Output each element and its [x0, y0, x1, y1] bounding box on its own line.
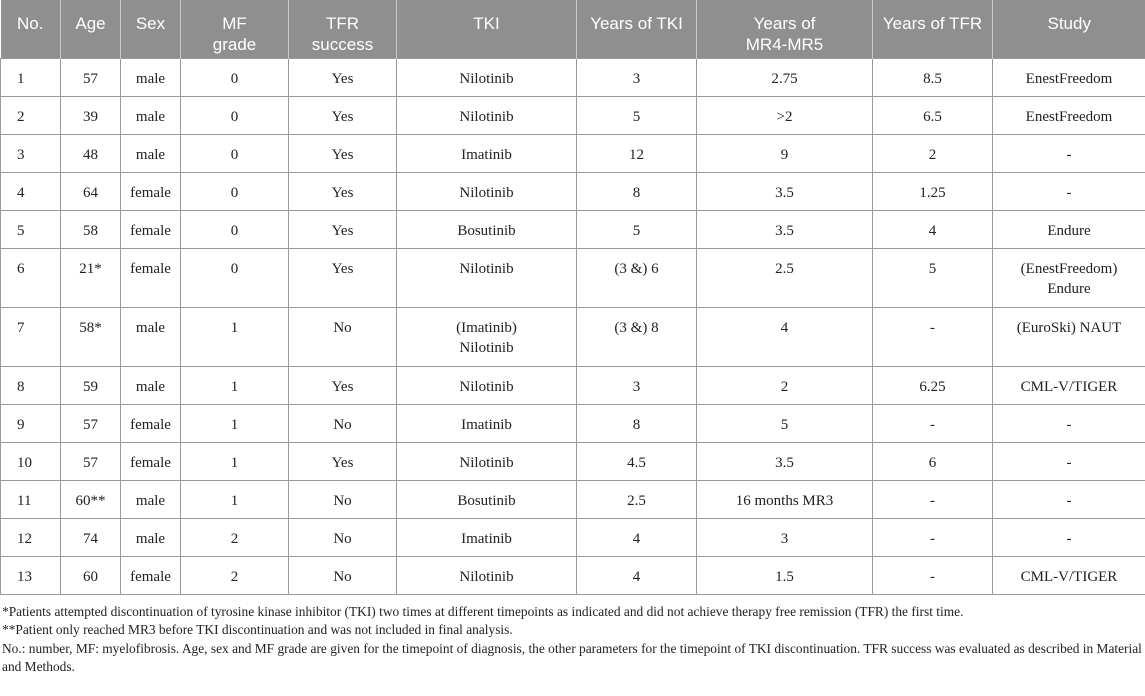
cell-study: -	[993, 442, 1145, 480]
cell-years-of-mr4-mr5: 16 months MR3	[697, 480, 873, 518]
header-study: Study	[993, 0, 1145, 58]
cell-years-of-tfr: -	[873, 404, 993, 442]
cell-mf-grade: 1	[181, 404, 289, 442]
cell-no: 1	[1, 58, 61, 96]
cell-years-of-tfr: 6.25	[873, 366, 993, 404]
cell-years-of-mr4-mr5: 3.5	[697, 172, 873, 210]
cell-years-of-tki: 3	[577, 366, 697, 404]
cell-age: 59	[61, 366, 121, 404]
cell-sex: female	[121, 404, 181, 442]
cell-no: 3	[1, 134, 61, 172]
cell-tfr-success: Yes	[289, 442, 397, 480]
header-years-of-tfr: Years of TFR	[873, 0, 993, 58]
cell-years-of-tki: 5	[577, 96, 697, 134]
cell-no: 13	[1, 556, 61, 594]
table-row	[1, 556, 1145, 594]
cell-mf-grade: 1	[181, 366, 289, 404]
cell-study: Endure	[993, 210, 1145, 248]
cell-age: 58	[61, 210, 121, 248]
cell-tfr-success: Yes	[289, 248, 397, 307]
cell-years-of-mr4-mr5: 3	[697, 518, 873, 556]
cell-study: -	[993, 134, 1145, 172]
cell-years-of-mr4-mr5: 3.5	[697, 210, 873, 248]
cell-no: 7	[1, 307, 61, 366]
cell-years-of-tfr: 1.25	[873, 172, 993, 210]
cell-tki: Imatinib	[397, 518, 577, 556]
header-tfr-success-line: TFR	[325, 14, 360, 33]
header-years-of-mr4-mr5-line: MR4-MR5	[745, 35, 824, 54]
cell-years-of-tfr: -	[873, 307, 993, 366]
cell-years-of-mr4-mr5: >2	[697, 96, 873, 134]
cell-no: 5	[1, 210, 61, 248]
cell-sex: female	[121, 172, 181, 210]
table-body	[1, 58, 1145, 594]
cell-years-of-tki: 3	[577, 58, 697, 96]
cell-tki: Nilotinib	[397, 442, 577, 480]
cell-years-of-mr4-mr5: 2.5	[697, 248, 873, 307]
cell-no: 6	[1, 248, 61, 307]
cell-years-of-mr4-mr5: 3.5	[697, 442, 873, 480]
cell-mf-grade: 1	[181, 442, 289, 480]
cell-no: 2	[1, 96, 61, 134]
cell-years-of-tfr: -	[873, 556, 993, 594]
cell-study: EnestFreedom	[993, 58, 1145, 96]
cell-mf-grade: 0	[181, 134, 289, 172]
cell-no: 4	[1, 172, 61, 210]
cell-years-of-tfr: 8.5	[873, 58, 993, 96]
cell-tfr-success: No	[289, 518, 397, 556]
cell-years-of-mr4-mr5: 2	[697, 366, 873, 404]
cell-years-of-tfr: -	[873, 480, 993, 518]
cell-tfr-success: No	[289, 404, 397, 442]
cell-mf-grade: 0	[181, 96, 289, 134]
cell-years-of-tki: 8	[577, 172, 697, 210]
cell-years-of-tfr: 5	[873, 248, 993, 307]
cell-tfr-success: Yes	[289, 96, 397, 134]
cell-tki: Nilotinib	[397, 96, 577, 134]
cell-years-of-mr4-mr5: 9	[697, 134, 873, 172]
cell-years-of-tki: 4	[577, 556, 697, 594]
cell-tfr-success: No	[289, 556, 397, 594]
cell-tfr-success: No	[289, 480, 397, 518]
cell-tki-line: Nilotinib	[459, 339, 514, 356]
header-no: No.	[1, 0, 61, 58]
footnote-single-asterisk: *Patients attempted discontinuation of tyrosine kinase inhibitor (TKI) two times at different timepoints as indicated and did not achieve therapy free remission (TFR) the first time.	[2, 603, 964, 619]
cell-study: -	[993, 404, 1145, 442]
cell-study: CML-V/TIGER	[993, 366, 1145, 404]
cell-age: 57	[61, 404, 121, 442]
cell-study: CML-V/TIGER	[993, 556, 1145, 594]
table-row	[1, 96, 1145, 134]
header-mf-grade-line: MF	[222, 14, 247, 33]
cell-tki: Bosutinib	[397, 480, 577, 518]
table-row	[1, 404, 1145, 442]
header-mf-grade	[181, 0, 289, 58]
cell-tki: Nilotinib	[397, 172, 577, 210]
cell-mf-grade: 0	[181, 210, 289, 248]
table-row	[1, 172, 1145, 210]
header-years-of-mr4-mr5	[697, 0, 873, 58]
footnote-double-asterisk: **Patient only reached MR3 before TKI discontinuation and was not included in final analysis.	[2, 622, 513, 637]
cell-no: 9	[1, 404, 61, 442]
cell-age: 39	[61, 96, 121, 134]
cell-study-line: (EnestFreedom)	[1020, 260, 1118, 277]
table-row	[1, 134, 1145, 172]
cell-mf-grade: 0	[181, 172, 289, 210]
cell-mf-grade: 2	[181, 518, 289, 556]
cell-age: 48	[61, 134, 121, 172]
cell-sex: male	[121, 58, 181, 96]
cell-no: 11	[1, 480, 61, 518]
cell-sex: male	[121, 307, 181, 366]
cell-age: 60**	[61, 480, 121, 518]
footnote-abbreviations: No.: number, MF: myelofibrosis. Age, sex and MF grade are given for the timepoint of diagnosis, the other parameters for the timepoint of TKI discontinuation. TFR success was evaluated as described in Material and Methods.	[2, 640, 1142, 674]
header-years-of-tki: Years of TKI	[577, 0, 697, 58]
header-age: Age	[61, 0, 121, 58]
table-row	[1, 58, 1145, 96]
table-row	[1, 518, 1145, 556]
cell-tki: Nilotinib	[397, 58, 577, 96]
cell-years-of-tki: (3 &) 6	[577, 248, 697, 307]
header-tfr-success-line: success	[311, 35, 374, 54]
cell-years-of-mr4-mr5: 4	[697, 307, 873, 366]
cell-years-of-tki: 4	[577, 518, 697, 556]
cell-age: 57	[61, 442, 121, 480]
table-row	[1, 366, 1145, 404]
table-row	[1, 210, 1145, 248]
cell-years-of-mr4-mr5: 5	[697, 404, 873, 442]
cell-mf-grade: 2	[181, 556, 289, 594]
cell-tki-line: (Imatinib)	[456, 319, 517, 336]
cell-mf-grade: 0	[181, 248, 289, 307]
cell-tki: Nilotinib	[397, 556, 577, 594]
footnotes	[0, 595, 1145, 677]
cell-tki: Imatinib	[397, 134, 577, 172]
cell-sex: male	[121, 366, 181, 404]
cell-years-of-tfr: 6	[873, 442, 993, 480]
cell-sex: female	[121, 556, 181, 594]
cell-tfr-success: Yes	[289, 366, 397, 404]
cell-years-of-tki: (3 &) 8	[577, 307, 697, 366]
cell-years-of-tfr: 6.5	[873, 96, 993, 134]
cell-years-of-tki: 2.5	[577, 480, 697, 518]
header-mf-grade-line: grade	[212, 35, 257, 54]
table-row	[1, 307, 1145, 366]
cell-years-of-tfr: 2	[873, 134, 993, 172]
cell-tki: Nilotinib	[397, 248, 577, 307]
cell-years-of-tki: 5	[577, 210, 697, 248]
cell-study: (EuroSki) NAUT	[993, 307, 1145, 366]
cell-years-of-tfr: -	[873, 518, 993, 556]
table-header-row	[1, 0, 1145, 58]
cell-tfr-success: Yes	[289, 58, 397, 96]
cell-no: 8	[1, 366, 61, 404]
header-years-of-mr4-mr5-line: Years of	[753, 14, 816, 33]
cell-study: -	[993, 518, 1145, 556]
cell-years-of-tfr: 4	[873, 210, 993, 248]
cell-mf-grade: 1	[181, 307, 289, 366]
cell-years-of-mr4-mr5: 2.75	[697, 58, 873, 96]
cell-tki: Bosutinib	[397, 210, 577, 248]
cell-age: 57	[61, 58, 121, 96]
cell-tfr-success: No	[289, 307, 397, 366]
header-tfr-success	[289, 0, 397, 58]
cell-study-line: Endure	[1047, 280, 1091, 297]
cell-years-of-tki: 4.5	[577, 442, 697, 480]
cell-years-of-tki: 12	[577, 134, 697, 172]
cell-years-of-tki: 8	[577, 404, 697, 442]
cell-study: -	[993, 172, 1145, 210]
cell-study: EnestFreedom	[993, 96, 1145, 134]
cell-study: -	[993, 480, 1145, 518]
cell-tfr-success: Yes	[289, 172, 397, 210]
cell-sex: female	[121, 248, 181, 307]
cell-tki: Imatinib	[397, 404, 577, 442]
cell-tfr-success: Yes	[289, 134, 397, 172]
cell-sex: male	[121, 134, 181, 172]
table-row	[1, 248, 1145, 307]
cell-study	[993, 248, 1145, 307]
cell-years-of-mr4-mr5: 1.5	[697, 556, 873, 594]
cell-age: 60	[61, 556, 121, 594]
cell-no: 10	[1, 442, 61, 480]
cell-tki	[397, 307, 577, 366]
table-row	[1, 442, 1145, 480]
cell-age: 21*	[61, 248, 121, 307]
cell-no: 12	[1, 518, 61, 556]
cell-sex: female	[121, 442, 181, 480]
cell-mf-grade: 1	[181, 480, 289, 518]
cell-age: 58*	[61, 307, 121, 366]
cell-tfr-success: Yes	[289, 210, 397, 248]
cell-sex: male	[121, 480, 181, 518]
header-sex: Sex	[121, 0, 181, 58]
header-tki: TKI	[397, 0, 577, 58]
cell-age: 64	[61, 172, 121, 210]
cell-sex: male	[121, 96, 181, 134]
cell-sex: female	[121, 210, 181, 248]
table-row	[1, 480, 1145, 518]
cell-age: 74	[61, 518, 121, 556]
cell-tki: Nilotinib	[397, 366, 577, 404]
cell-mf-grade: 0	[181, 58, 289, 96]
cell-sex: male	[121, 518, 181, 556]
